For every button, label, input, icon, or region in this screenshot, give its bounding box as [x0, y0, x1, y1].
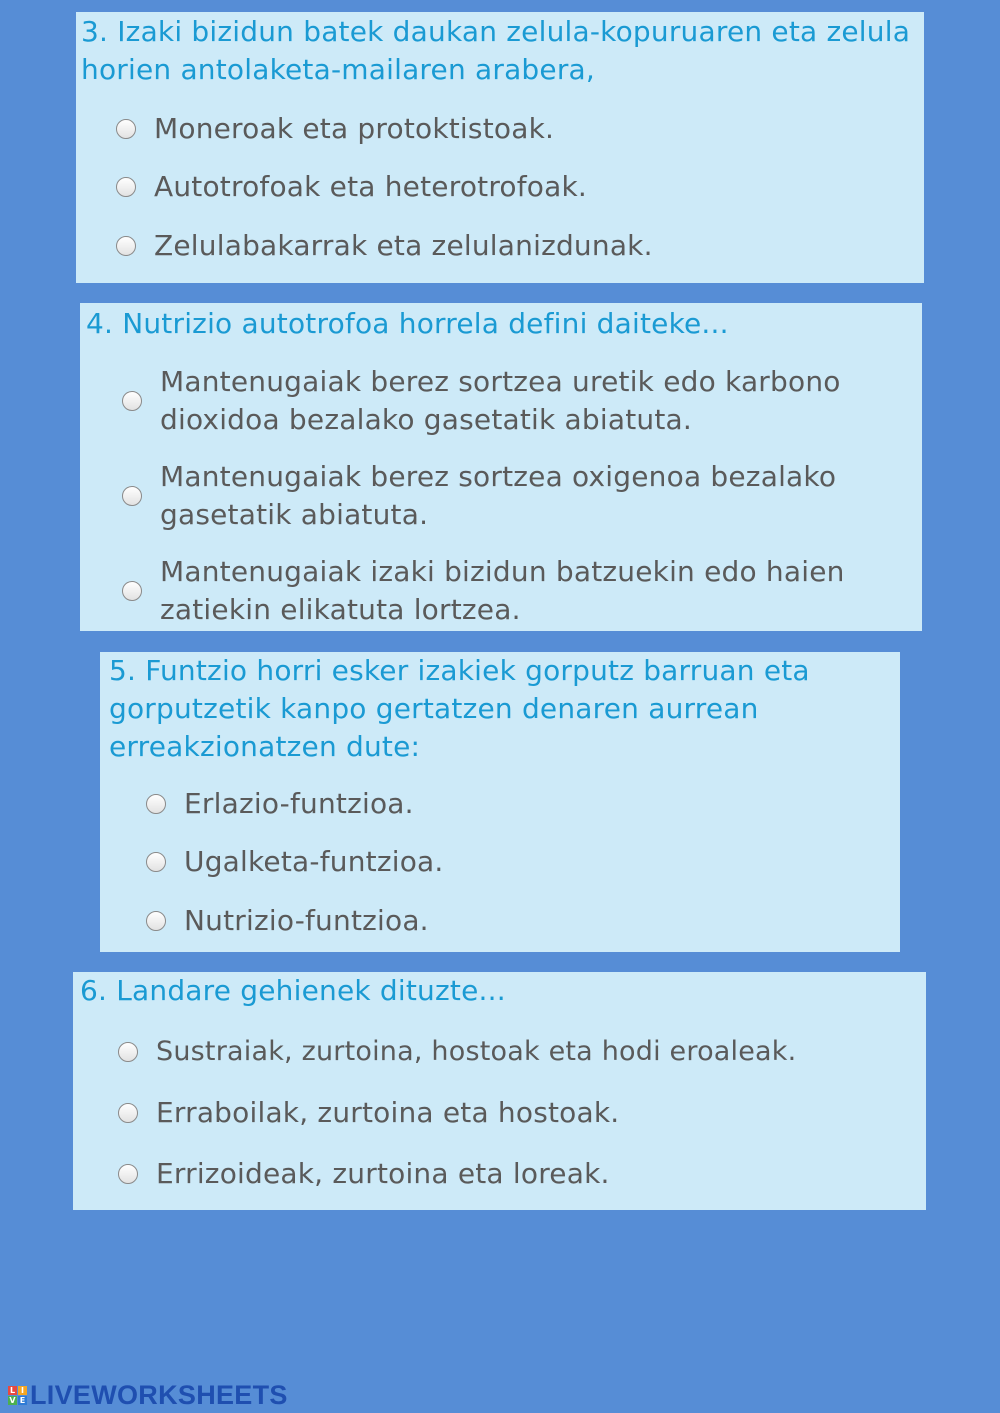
question-text: 3. Izaki bizidun batek daukan zelula-kopuruaren eta zelula horien antolaketa-mailaren arabera,: [81, 15, 911, 86]
answer-option[interactable]: [116, 168, 587, 206]
question-text: 5. Funtzio horri esker izakiek gorputz barruan eta gorputzetik kanpo gertatzen denaren aurrean erreakzionatzen dute:: [109, 654, 810, 763]
radio-button[interactable]: [122, 391, 142, 411]
logo-letter: L: [9, 1386, 16, 1395]
answer-option-label: Mantenugaiak berez sortzea uretik edo karbono dioxidoa bezalako gasetatik abiatuta.: [160, 365, 841, 436]
radio-button[interactable]: [122, 581, 142, 601]
logo-letter: E: [19, 1396, 26, 1405]
answer-option[interactable]: [116, 110, 554, 148]
question-card-3: [76, 12, 924, 283]
radio-button[interactable]: [146, 911, 166, 931]
radio-button[interactable]: [146, 794, 166, 814]
question-text: 6. Landare gehienek dituzte...: [80, 974, 506, 1007]
answer-option-label: Nutrizio-funtzioa.: [184, 904, 429, 937]
question-card-5: [100, 652, 900, 952]
radio-button[interactable]: [122, 486, 142, 506]
brand-footer: [8, 1380, 288, 1411]
answer-option-label: Moneroak eta protoktistoak.: [154, 112, 555, 145]
answer-option[interactable]: [118, 1094, 619, 1132]
logo-letter: V: [9, 1396, 16, 1405]
answer-option-label: Mantenugaiak berez sortzea oxigenoa bezalako gasetatik abiatuta.: [160, 460, 837, 531]
answer-option[interactable]: [146, 843, 443, 881]
radio-button[interactable]: [118, 1164, 138, 1184]
answer-option-label: Erraboilak, zurtoina eta hostoak.: [156, 1096, 620, 1129]
answer-option[interactable]: [118, 1033, 796, 1071]
question-card-6: [73, 972, 926, 1210]
radio-button[interactable]: [146, 852, 166, 872]
logo-letter: I: [18, 1386, 27, 1395]
answer-option-label: Erlazio-funtzioa.: [184, 787, 414, 820]
answer-option[interactable]: [122, 553, 912, 629]
answer-option[interactable]: [122, 363, 912, 439]
answer-option[interactable]: [146, 902, 429, 940]
answer-option[interactable]: [116, 227, 653, 265]
answer-option-label: Mantenugaiak izaki bizidun batzuekin edo haien zatiekin elikatuta lortzea.: [160, 555, 845, 626]
radio-button[interactable]: [116, 119, 136, 139]
answer-option-label: Errizoideak, zurtoina eta loreak.: [156, 1157, 610, 1190]
question-card-4: [80, 303, 922, 631]
radio-button[interactable]: [118, 1042, 138, 1062]
answer-option[interactable]: [118, 1155, 610, 1193]
answer-option-label: Ugalketa-funtzioa.: [184, 845, 444, 878]
answer-option[interactable]: [146, 785, 414, 823]
radio-button[interactable]: [118, 1103, 138, 1123]
answer-option-label: Sustraiak, zurtoina, hostoak eta hodi eroaleak.: [156, 1036, 797, 1067]
question-text: 4. Nutrizio autotrofoa horrela defini daiteke...: [86, 307, 729, 340]
answer-option-label: Autotrofoak eta heterotrofoak.: [154, 170, 588, 203]
radio-button[interactable]: [116, 177, 136, 197]
radio-button[interactable]: [116, 236, 136, 256]
liveworksheets-logo-icon: [8, 1386, 27, 1405]
answer-option[interactable]: [122, 458, 912, 534]
answer-option-label: Zelulabakarrak eta zelulanizdunak.: [154, 229, 653, 262]
brand-name: LIVEWORKSHEETS: [30, 1380, 288, 1410]
